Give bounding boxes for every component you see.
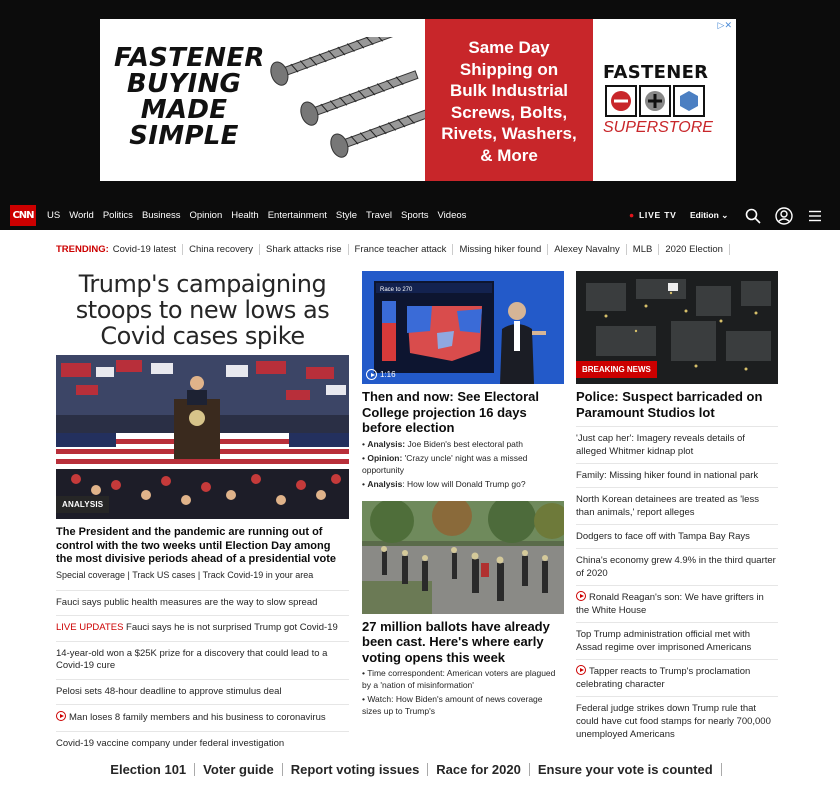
list-item[interactable] (576, 622, 778, 659)
divider (529, 763, 530, 776)
trending-item[interactable]: Missing hiker found (459, 243, 542, 255)
divider (729, 244, 730, 255)
divider (626, 244, 627, 255)
live-updates-label: LIVE UPDATES (56, 622, 124, 633)
live-dot-icon: ● (629, 210, 635, 220)
list-item[interactable] (56, 731, 349, 757)
map-title: Race to 270 (380, 287, 413, 293)
fastener-superstore-ad[interactable] (100, 19, 736, 181)
divider (427, 763, 428, 776)
ad-banner-area (0, 0, 840, 201)
list-item-text: Ronald Reagan's son: We have grifters in the White House (576, 592, 764, 616)
bullet-tag: Analysis: (367, 438, 406, 449)
electoral-story-title[interactable]: Then and now: See Electoral College projection 16 days before election (362, 389, 539, 435)
list-item[interactable] (576, 463, 778, 487)
list-item-text: Covid-19 vaccine company under federal investigation (56, 737, 285, 749)
bullet-text: Watch: How Biden's amount of news coverage sizes up to Trump's (362, 694, 543, 716)
trending-item[interactable]: France teacher attack (354, 243, 447, 255)
ad-middle-line: Rivets, Washers, (441, 124, 577, 143)
list-item[interactable] (576, 659, 778, 696)
rally-photo (56, 355, 349, 519)
nav-link-world[interactable]: World (69, 210, 94, 221)
divider (658, 244, 659, 255)
list-item[interactable] (576, 426, 778, 463)
ad-brand-top: FASTENER (603, 62, 709, 83)
divider (182, 244, 183, 255)
list-item-text: Family: Missing hiker found in national park (576, 470, 759, 481)
trending-item[interactable]: 2020 Election (665, 243, 723, 255)
bullet-text: Joe Biden's best electoral path (405, 438, 524, 449)
list-item[interactable] (576, 524, 778, 548)
account-icon[interactable] (775, 207, 793, 225)
divider (547, 244, 548, 255)
race-for-2020-link[interactable]: Race for 2020 (436, 762, 521, 777)
list-item-text: Tapper reacts to Trump's proclamation celebrating character (576, 666, 751, 690)
right-column (576, 271, 778, 746)
video-play-icon (576, 665, 586, 675)
analysis-badge: ANALYSIS (56, 496, 109, 513)
election-links-bar (0, 762, 840, 777)
list-item[interactable] (56, 641, 349, 679)
voting-line-image[interactable] (362, 501, 564, 614)
election-101-link[interactable]: Election 101 (110, 762, 187, 777)
nav-link-us[interactable]: US (47, 210, 61, 221)
lead-story-column (56, 271, 349, 756)
bullet-text: Time correspondent: American voters are plagued by a 'nation of misinformation' (362, 668, 556, 690)
video-play-icon (576, 591, 586, 601)
divider (721, 763, 722, 776)
list-item-text: Dodgers to face off with Tampa Bay Rays (576, 531, 750, 542)
bullet-tag: Opinion: (367, 453, 403, 463)
list-item[interactable] (56, 615, 349, 641)
list-item[interactable] (576, 487, 778, 524)
play-circle-icon (366, 369, 377, 380)
nav-link-opinion[interactable]: Opinion (189, 210, 223, 221)
list-item-text: Pelosi sets 48-hour deadline to approve stimulus deal (56, 685, 282, 697)
middle-column (362, 271, 564, 717)
nav-link-travel[interactable]: Travel (366, 210, 393, 221)
trending-item[interactable]: China recovery (189, 243, 254, 255)
bullet-tag: Analysis (367, 479, 403, 489)
ensure-vote-counted-link[interactable]: Ensure your vote is counted (537, 762, 713, 777)
nav-link-videos[interactable]: Videos (437, 210, 467, 221)
bullet-item[interactable]: • Opinion: 'Crazy uncle' night was a missed opportunity (362, 453, 528, 475)
adchoices-icon[interactable]: ▷✕ (717, 20, 732, 30)
bullet-item[interactable]: • Time correspondent: American voters are plagued by a 'nation of misinformation' (362, 668, 556, 690)
paramount-story-title[interactable]: Police: Suspect barricaded on Paramount Studios lot (576, 389, 763, 420)
list-item-text: Federal judge strikes down Trump rule that could have cut food stamps for nearly 700,000 unemployed Americans (576, 703, 771, 740)
trending-item[interactable]: MLB (632, 243, 653, 255)
divider (348, 244, 349, 255)
list-item-text: 'Just cap her': Imagery reveals details of alleged Whitmer kidnap plot (576, 433, 745, 457)
trending-item[interactable]: Alexey Navalny (554, 243, 620, 255)
divider (194, 763, 195, 776)
screws-image (260, 37, 425, 173)
ad-middle-panel (425, 19, 593, 181)
edition-label: Edition (690, 210, 719, 220)
video-duration (366, 369, 396, 380)
list-item-text: Fauci says he is not surprised Trump got Covid-19 (123, 622, 338, 633)
lead-headline-line: Covid cases spike (100, 322, 305, 350)
edition-selector[interactable] (690, 210, 728, 221)
nav-link-sports[interactable]: Sports (401, 210, 429, 221)
phillips-head-icon (639, 85, 671, 117)
live-tv-label: LIVE TV (638, 210, 677, 220)
ad-right-panel (593, 19, 736, 181)
ad-middle-line: & More (480, 145, 538, 165)
lead-story-image[interactable] (56, 355, 349, 519)
nav-link-style[interactable]: Style (335, 210, 357, 221)
ad-middle-line: Same Day (468, 38, 550, 57)
video-play-icon (56, 711, 66, 721)
slot-head-icon (605, 85, 637, 117)
list-item-text: Top Trump administration official met with Assad regime over imprisoned Americans (576, 629, 752, 653)
list-item[interactable] (576, 548, 778, 585)
ad-middle-line: Screws, Bolts, (450, 102, 568, 122)
list-item[interactable] (56, 679, 349, 705)
divider (259, 244, 260, 255)
list-item-text: North Korean detainees are treated as 'less than animals,' report alleges (576, 494, 759, 518)
lead-headline-line: Trump's campaigning (78, 270, 327, 298)
bullet-item[interactable]: • Analysis: Joe Biden's best electoral path (362, 438, 524, 449)
lead-headline-line: stoops to new lows as (75, 296, 330, 324)
lead-headline[interactable] (56, 271, 349, 355)
electoral-map-video (362, 271, 564, 384)
bullet-text: : How low will Donald Trump go? (402, 479, 526, 489)
list-item[interactable] (576, 585, 778, 622)
nav-links (47, 201, 466, 230)
paramount-image[interactable] (576, 271, 778, 384)
list-item-text: Fauci says public health measures are the way to slow spread (56, 596, 318, 608)
breaking-news-badge: BREAKING NEWS (576, 361, 657, 378)
voter-guide-link[interactable]: Voter guide (203, 762, 274, 777)
nav-link-health[interactable]: Health (231, 210, 259, 221)
lead-related-list (56, 590, 349, 757)
ad-headline-line: FASTENER (114, 43, 265, 73)
ad-headline-line: MADE (140, 95, 228, 125)
nav-link-politics[interactable]: Politics (102, 210, 133, 221)
menu-icon[interactable] (806, 207, 824, 225)
search-icon[interactable] (744, 207, 762, 225)
ballots-story-title[interactable]: 27 million ballots have already been cast. Here's where early voting opens this week (362, 618, 550, 665)
ad-fastener-icons (605, 85, 705, 117)
divider (452, 244, 453, 255)
nav-link-entertainment[interactable]: Entertainment (267, 210, 327, 221)
nav-link-business[interactable]: Business (141, 210, 181, 221)
list-item-text: China's economy grew 4.9% in the third quarter of 2020 (576, 555, 776, 579)
trending-label: TRENDING: (56, 243, 109, 255)
divider (282, 763, 283, 776)
live-tv-link[interactable] (629, 210, 677, 220)
ad-brand-bottom: SUPERSTORE (603, 119, 713, 136)
bullet-item[interactable]: • Analysis: How low will Donald Trump go? (362, 479, 526, 489)
ad-middle-line: Shipping on (459, 59, 559, 79)
ad-middle-line: Bulk Industrial (449, 81, 569, 100)
trending-item[interactable]: Shark attacks rise (266, 243, 342, 255)
special-coverage-links[interactable]: Special coverage | Track US cases | Track Covid-19 in your area (56, 569, 314, 580)
ad-headline (114, 43, 265, 151)
list-item[interactable] (576, 696, 778, 746)
trending-item[interactable]: Covid-19 latest (112, 243, 177, 255)
trending-bar (56, 240, 736, 258)
electoral-video-thumbnail[interactable] (362, 271, 564, 384)
voters-photo (362, 501, 564, 614)
list-item[interactable] (56, 590, 349, 616)
top-navigation (0, 201, 840, 230)
hex-head-icon (673, 85, 705, 117)
bullet-item[interactable]: • Watch: How Biden's amount of news coverage sizes up to Trump's (362, 694, 543, 716)
bullet-text: 'Crazy uncle' night was a missed opportunity (362, 453, 528, 475)
chevron-down-icon: ⌄ (721, 210, 729, 220)
lead-story-summary[interactable]: The President and the pandemic are running out of control with the two weeks until Election Day among the most divisive periods ahead of a presidential vote (56, 526, 336, 565)
list-item[interactable] (56, 704, 349, 731)
cnn-logo[interactable]: CNN (10, 205, 36, 226)
report-voting-issues-link[interactable]: Report voting issues (290, 762, 420, 777)
duration-label: 1:16 (380, 370, 396, 379)
ad-headline-line: SIMPLE (129, 121, 239, 151)
list-item-text: 14-year-old won a $25K prize for a discovery that could lead to a Covid-19 cure (56, 647, 328, 671)
ad-left-panel (100, 19, 425, 181)
list-item-text: Man loses 8 family members and his business to coronavirus (69, 712, 326, 723)
ad-headline-line: BUYING (126, 69, 242, 99)
